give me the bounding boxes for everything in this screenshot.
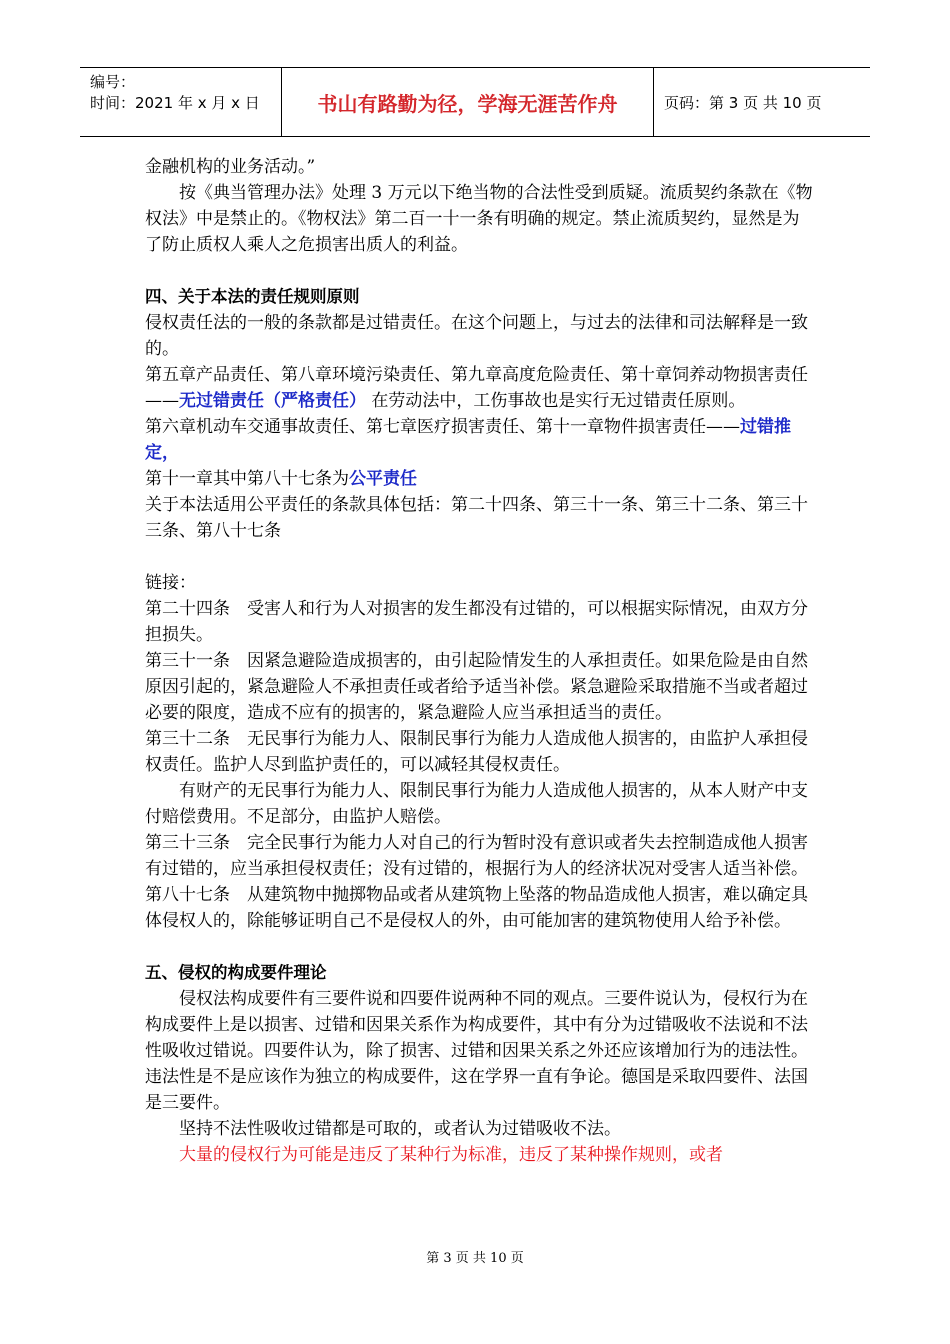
- paragraph-red: 大量的侵权行为可能是违反了某种行为标准，违反了某种操作规则，或者: [179, 1145, 723, 1165]
- paragraph: 侵权法构成要件有三要件说和四要件说两种不同的观点。三要件说认为，侵权行为在构成要件上是以损害、过错和因果关系作为构成要件，其中有分为过错吸收不法说和不法性吸收过错说。四要件认为，除了损害、过错和因果关系之外还应该增加行为的违法性。违法性是不是应该作为独立的构成要件，这在学界一直有争论。德国是采取四要件、法国是三要件。: [145, 989, 808, 1113]
- doc-number: 编号：: [90, 73, 136, 91]
- paragraph: 第五章产品责任、第八章环境污染责任、第九章高度危险责任、第十章饲养动物损害责任——无过错责任（严格责任） 在劳动法中，工伤事故也是实行无过错责任原则。: [145, 365, 808, 411]
- header-page-number: 页码：第 3 页 共 10 页: [664, 93, 822, 112]
- section-heading-5: 五、侵权的构成要件理论: [145, 963, 327, 982]
- paragraph: 坚持不法性吸收过错都是可取的，或者认为过错吸收不法。: [179, 1119, 621, 1139]
- paragraph: 按《典当管理办法》处理 3 万元以下绝当物的合法性受到质疑。流质契约条款在《物权法》中是禁止的。《物权法》第二百一十一条有明确的规定。禁止流质契约，显然是为了防止质权人乘人之危损害出质人的利益。: [145, 183, 813, 255]
- highlight-no-fault-liability: 无过错责任（严格责任）: [179, 391, 366, 411]
- paragraph: 第六章机动车交通事故责任、第七章医疗损害责任、第十一章物件损害责任——过错推定，: [145, 417, 791, 463]
- page-header: [80, 67, 870, 137]
- article-87: 第八十七条 从建筑物中抛掷物品或者从建筑物上坠落的物品造成他人损害，难以确定具体侵权人的，除能够证明自己不是侵权人的外，由可能加害的建筑物使用人给予补偿。: [145, 885, 808, 931]
- article-33: 第三十三条 完全民事行为能力人对自己的行为暂时没有意识或者失去控制造成他人损害有过错的，应当承担侵权责任；没有过错的，根据行为人的经济状况对受害人适当补偿。: [145, 833, 808, 879]
- article-24: 第二十四条 受害人和行为人对损害的发生都没有过错的，可以根据实际情况，由双方分担损失。: [145, 599, 808, 645]
- doc-date: 时间：2021 年 x 月 x 日: [90, 94, 260, 112]
- paragraph: 第十一章其中第八十七条为公平责任: [145, 469, 417, 489]
- article-32: 第三十二条 无民事行为能力人、限制民事行为能力人造成他人损害的，由监护人承担侵权责任。监护人尽到监护责任的，可以减轻其侵权责任。: [145, 729, 808, 775]
- links-label: 链接：: [145, 573, 196, 593]
- paragraph: 关于本法适用公平责任的条款具体包括：第二十四条、第三十一条、第三十二条、第三十三条、第八十七条: [145, 495, 808, 541]
- paragraph: 金融机构的业务活动。”: [145, 157, 316, 177]
- paragraph: 侵权责任法的一般的条款都是过错责任。在这个问题上，与过去的法律和司法解释是一致的。: [145, 313, 808, 359]
- article-31: 第三十一条 因紧急避险造成损害的，由引起险情发生的人承担责任。如果危险是由自然原因引起的，紧急避险人不承担责任或者给予适当补偿。紧急避险采取措施不当或者超过必要的限度，造成不应有的损害的，紧急避险人应当承担适当的责任。: [145, 651, 808, 723]
- header-motto: 书山有路勤为径，学海无涯苦作舟: [282, 68, 654, 136]
- article-32-para-2: 有财产的无民事行为能力人、限制民事行为能力人造成他人损害的，从本人财产中支付赔偿费用。不足部分，由监护人赔偿。: [145, 781, 808, 827]
- page-footer: 第 3 页 共 10 页: [426, 1251, 524, 1266]
- document-body: [145, 154, 815, 1168]
- highlight-fair-liability: 公平责任: [349, 469, 417, 489]
- section-heading-4: 四、关于本法的责任规则原则: [145, 287, 360, 306]
- header-meta: [80, 68, 282, 136]
- highlight-presumed-fault: 过错推定，: [145, 417, 791, 463]
